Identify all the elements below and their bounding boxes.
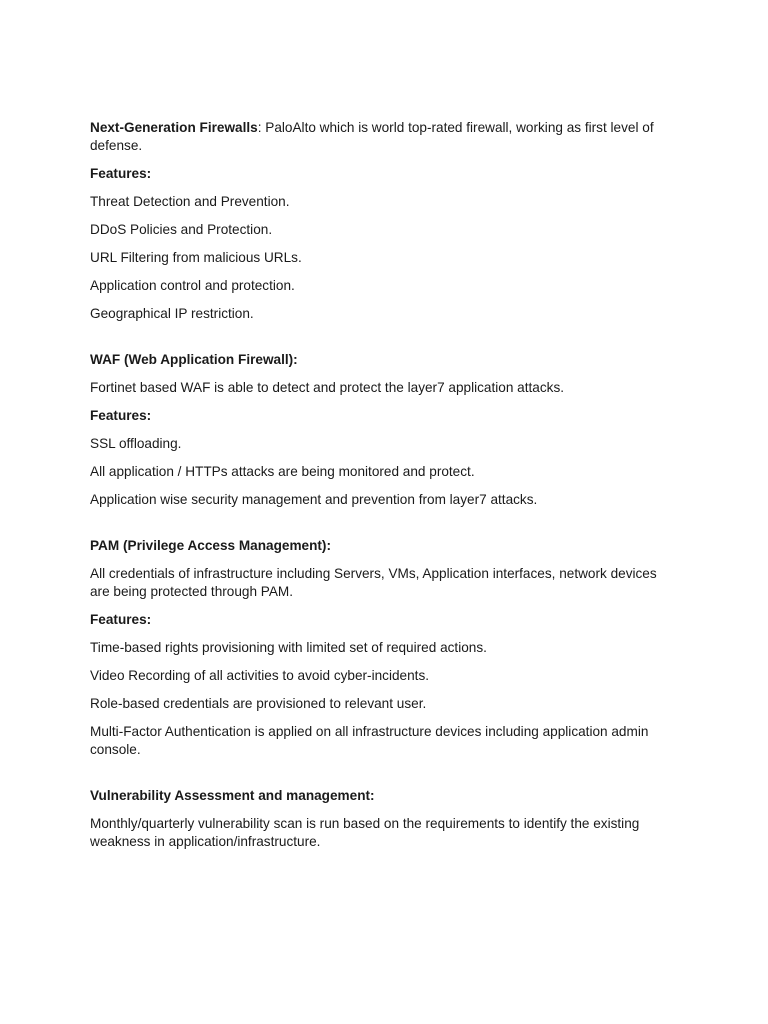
ngfw-feature-item: DDoS Policies and Protection. [90, 222, 273, 237]
pam-feature-item: Role-based credentials are provisioned to relevant user. [90, 696, 427, 711]
pam-feature-item: Multi-Factor Authentication is applied on all infrastructure devices including application admin console. [90, 724, 649, 757]
pam-feature-item: Video Recording of all activities to avoid cyber-incidents. [90, 668, 430, 683]
section-spacer [90, 333, 680, 351]
waf-description: Fortinet based WAF is able to detect and protect the layer7 application attacks. [90, 380, 565, 395]
ngfw-features-label: Features: [90, 166, 152, 181]
waf-feature-item: Application wise security management and prevention from layer7 attacks. [90, 492, 538, 507]
ngfw-description: : PaloAlto which is world top-rated firewall, working as first level of defense. [90, 120, 654, 153]
section-spacer [90, 769, 680, 787]
waf-title: WAF (Web Application Firewall): [90, 352, 298, 367]
waf-feature-item: All application / HTTPs attacks are being monitored and protect. [90, 464, 475, 479]
ngfw-feature-item: Geographical IP restriction. [90, 306, 254, 321]
ngfw-feature-item: URL Filtering from malicious URLs. [90, 250, 302, 265]
ngfw-title: Next-Generation Firewalls [90, 120, 258, 135]
pam-features-label: Features: [90, 612, 152, 627]
document-body [90, 119, 680, 861]
ngfw-feature-item: Application control and protection. [90, 278, 295, 293]
pam-description: All credentials of infrastructure including Servers, VMs, Application interfaces, network devices are being protected through PAM. [90, 566, 657, 599]
waf-feature-item: SSL offloading. [90, 436, 182, 451]
pam-feature-item: Time-based rights provisioning with limited set of required actions. [90, 640, 487, 655]
waf-features-label: Features: [90, 408, 152, 423]
vuln-description: Monthly/quarterly vulnerability scan is run based on the requirements to identify the existing weakness in application/infrastructure. [90, 816, 640, 849]
vuln-title: Vulnerability Assessment and management: [90, 788, 375, 803]
section-spacer [90, 519, 680, 537]
ngfw-feature-item: Threat Detection and Prevention. [90, 194, 290, 209]
pam-title: PAM (Privilege Access Management): [90, 538, 331, 553]
ngfw-intro [90, 119, 680, 155]
